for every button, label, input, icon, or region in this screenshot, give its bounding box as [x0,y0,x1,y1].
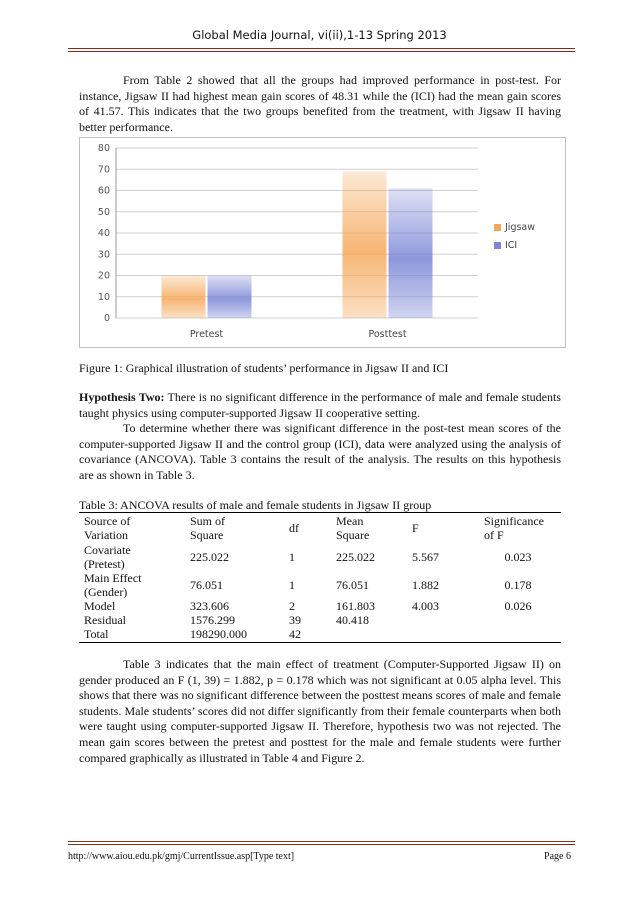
y-tick-label: 0 [103,313,110,324]
df-cell: 39 [289,613,301,627]
x-tick-label: Pretest [189,329,224,340]
legend-label: ICI [505,240,518,251]
header-line: Square [336,528,370,542]
sum-of-squares-cell: 323.606 [190,599,229,613]
mean-square-cell: 161.803 [336,599,375,613]
header-line: Significance [484,514,544,528]
y-tick-label: 20 [97,270,110,282]
table-row [84,571,566,599]
legend-label: Jigsaw [505,222,536,233]
y-tick-label: 70 [97,164,110,176]
legend-swatch [494,242,501,249]
table-title: Table 3: ANCOVA results of male and female students in Jigsaw II group [79,498,432,512]
significance-cell: 0.178 [504,578,532,592]
source-cell [84,599,190,613]
df-cell: 1 [289,578,295,592]
bar-ici-posttest [389,188,433,318]
df-cell: 1 [289,550,295,564]
table-row [84,613,566,627]
df-cell: 42 [289,627,301,641]
figure-caption: Figure 1: Graphical illustration of students’ performance in Jigsaw II and ICI [79,361,449,375]
table-row [84,599,566,613]
source-line: Residual [84,613,126,627]
source-cell [84,543,190,571]
source-line: Main Effect [84,571,142,585]
paragraph-1: From Table 2 showed that all the groups had improved performance in post-test. For instance, Jigsaw II had highest mean gain scores of 48.31 while the (ICI) had the mean gain scores of 41.57. This indicates that the two groups benefited from the treatment, with Jigsaw II having better performance. [79,73,561,134]
significance-cell [484,613,566,627]
header-line: Source of [84,514,131,528]
paragraph-3: Table 3 indicates that the main effect of treatment (Computer-Supported Jigsaw II) on gender produced an F (1, 39) = 1.882, p = 0.178 which was not significant at 0.05 alpha level. This shows that there was no significant difference between the posttest means scores of male and female students. Male students’ scores did not differ significantly from their female counterparts when both were taught using computer-supported Jigsaw II. Therefore, hypothesis two was not rejected. The mean gain scores between the pretest and posttest for the male and female students were further compared graphically as illustrated in Table 4 and Figure 2. [79,657,561,765]
table-header-row [84,513,566,543]
source-line: Covariate [84,543,131,557]
mean-square-cell [336,627,412,641]
f-cell: 4.003 [412,599,439,613]
table-row [84,627,566,641]
f-cell [412,613,484,627]
header-rule [68,48,575,52]
x-tick-label: Posttest [368,329,407,340]
source-cell [84,613,190,627]
source-cell [84,627,190,641]
header-line: of F [484,528,504,542]
mean-square-cell: 76.051 [336,578,369,592]
chart-svg [80,138,565,347]
footer-url: http://www.aiou.edu.pk/gmj/CurrentIssue.asp[Type text] [68,851,295,862]
header-line: Mean [336,514,364,528]
y-tick-label: 80 [97,143,110,154]
y-tick-label: 30 [97,249,110,261]
source-cell [84,571,190,599]
header-line: Sum of [190,514,226,528]
sum-of-squares-cell: 76.051 [190,578,223,592]
significance-cell: 0.026 [504,599,532,613]
bar-jigsaw-pretest [162,276,206,319]
table-header-cell [289,513,336,543]
hypothesis-label: Hypothesis Two: [79,390,165,404]
sum-of-squares-cell: 198290.000 [190,627,247,641]
table-header-cell [336,513,412,543]
footer-page-number: Page 6 [544,851,571,862]
y-tick-label: 10 [97,291,110,303]
mean-square-cell: 40.418 [336,613,369,627]
table-header-cell [412,513,484,543]
y-tick-label: 60 [97,185,110,197]
bar-chart [79,137,566,348]
journal-header: Global Media Journal, vi(ii),1-13 Spring 2013 [192,28,447,42]
hypothesis-text: There is no significant difference in the performance of male and female students taught physics using computer-supported Jigsaw II cooperative setting. [79,390,561,420]
significance-cell [484,627,566,641]
header-line: df [289,521,299,535]
hypothesis-paragraph [79,390,561,421]
f-cell: 5.567 [412,550,439,564]
table-header-cell [190,513,289,543]
source-line: Total [84,627,109,641]
table-header-cell [484,513,566,543]
footer-rule [68,841,575,845]
f-cell: 1.882 [412,578,439,592]
sum-of-squares-cell: 1576.299 [190,613,235,627]
ancova-table [84,513,566,641]
f-cell [412,627,484,641]
paragraph-2: To determine whether there was significant difference in the post-test mean scores of the computer-supported Jigsaw II and the control group (ICI), data were analyzed using the analysis of covariance (ANCOVA). Table 3 contains the result of the analysis. The results on this hypothesis are as shown in Table 3. [79,421,561,482]
y-tick-label: 40 [97,228,110,239]
legend-swatch [494,224,501,231]
source-line: Model [84,599,116,613]
source-line: (Gender) [84,585,128,599]
header-line: Variation [84,528,128,542]
significance-cell: 0.023 [504,550,532,564]
sum-of-squares-cell: 225.022 [190,550,229,564]
bar-jigsaw-posttest [343,171,387,318]
df-cell: 2 [289,599,295,613]
source-line: (Pretest) [84,557,125,571]
bar-ici-pretest [208,276,252,319]
y-tick-label: 50 [97,206,110,218]
table-row [84,543,566,571]
header-line: F [412,521,419,535]
mean-square-cell: 225.022 [336,550,375,564]
header-line: Square [190,528,224,542]
table-header-cell [84,513,190,543]
table-bottom-rule [79,642,561,643]
